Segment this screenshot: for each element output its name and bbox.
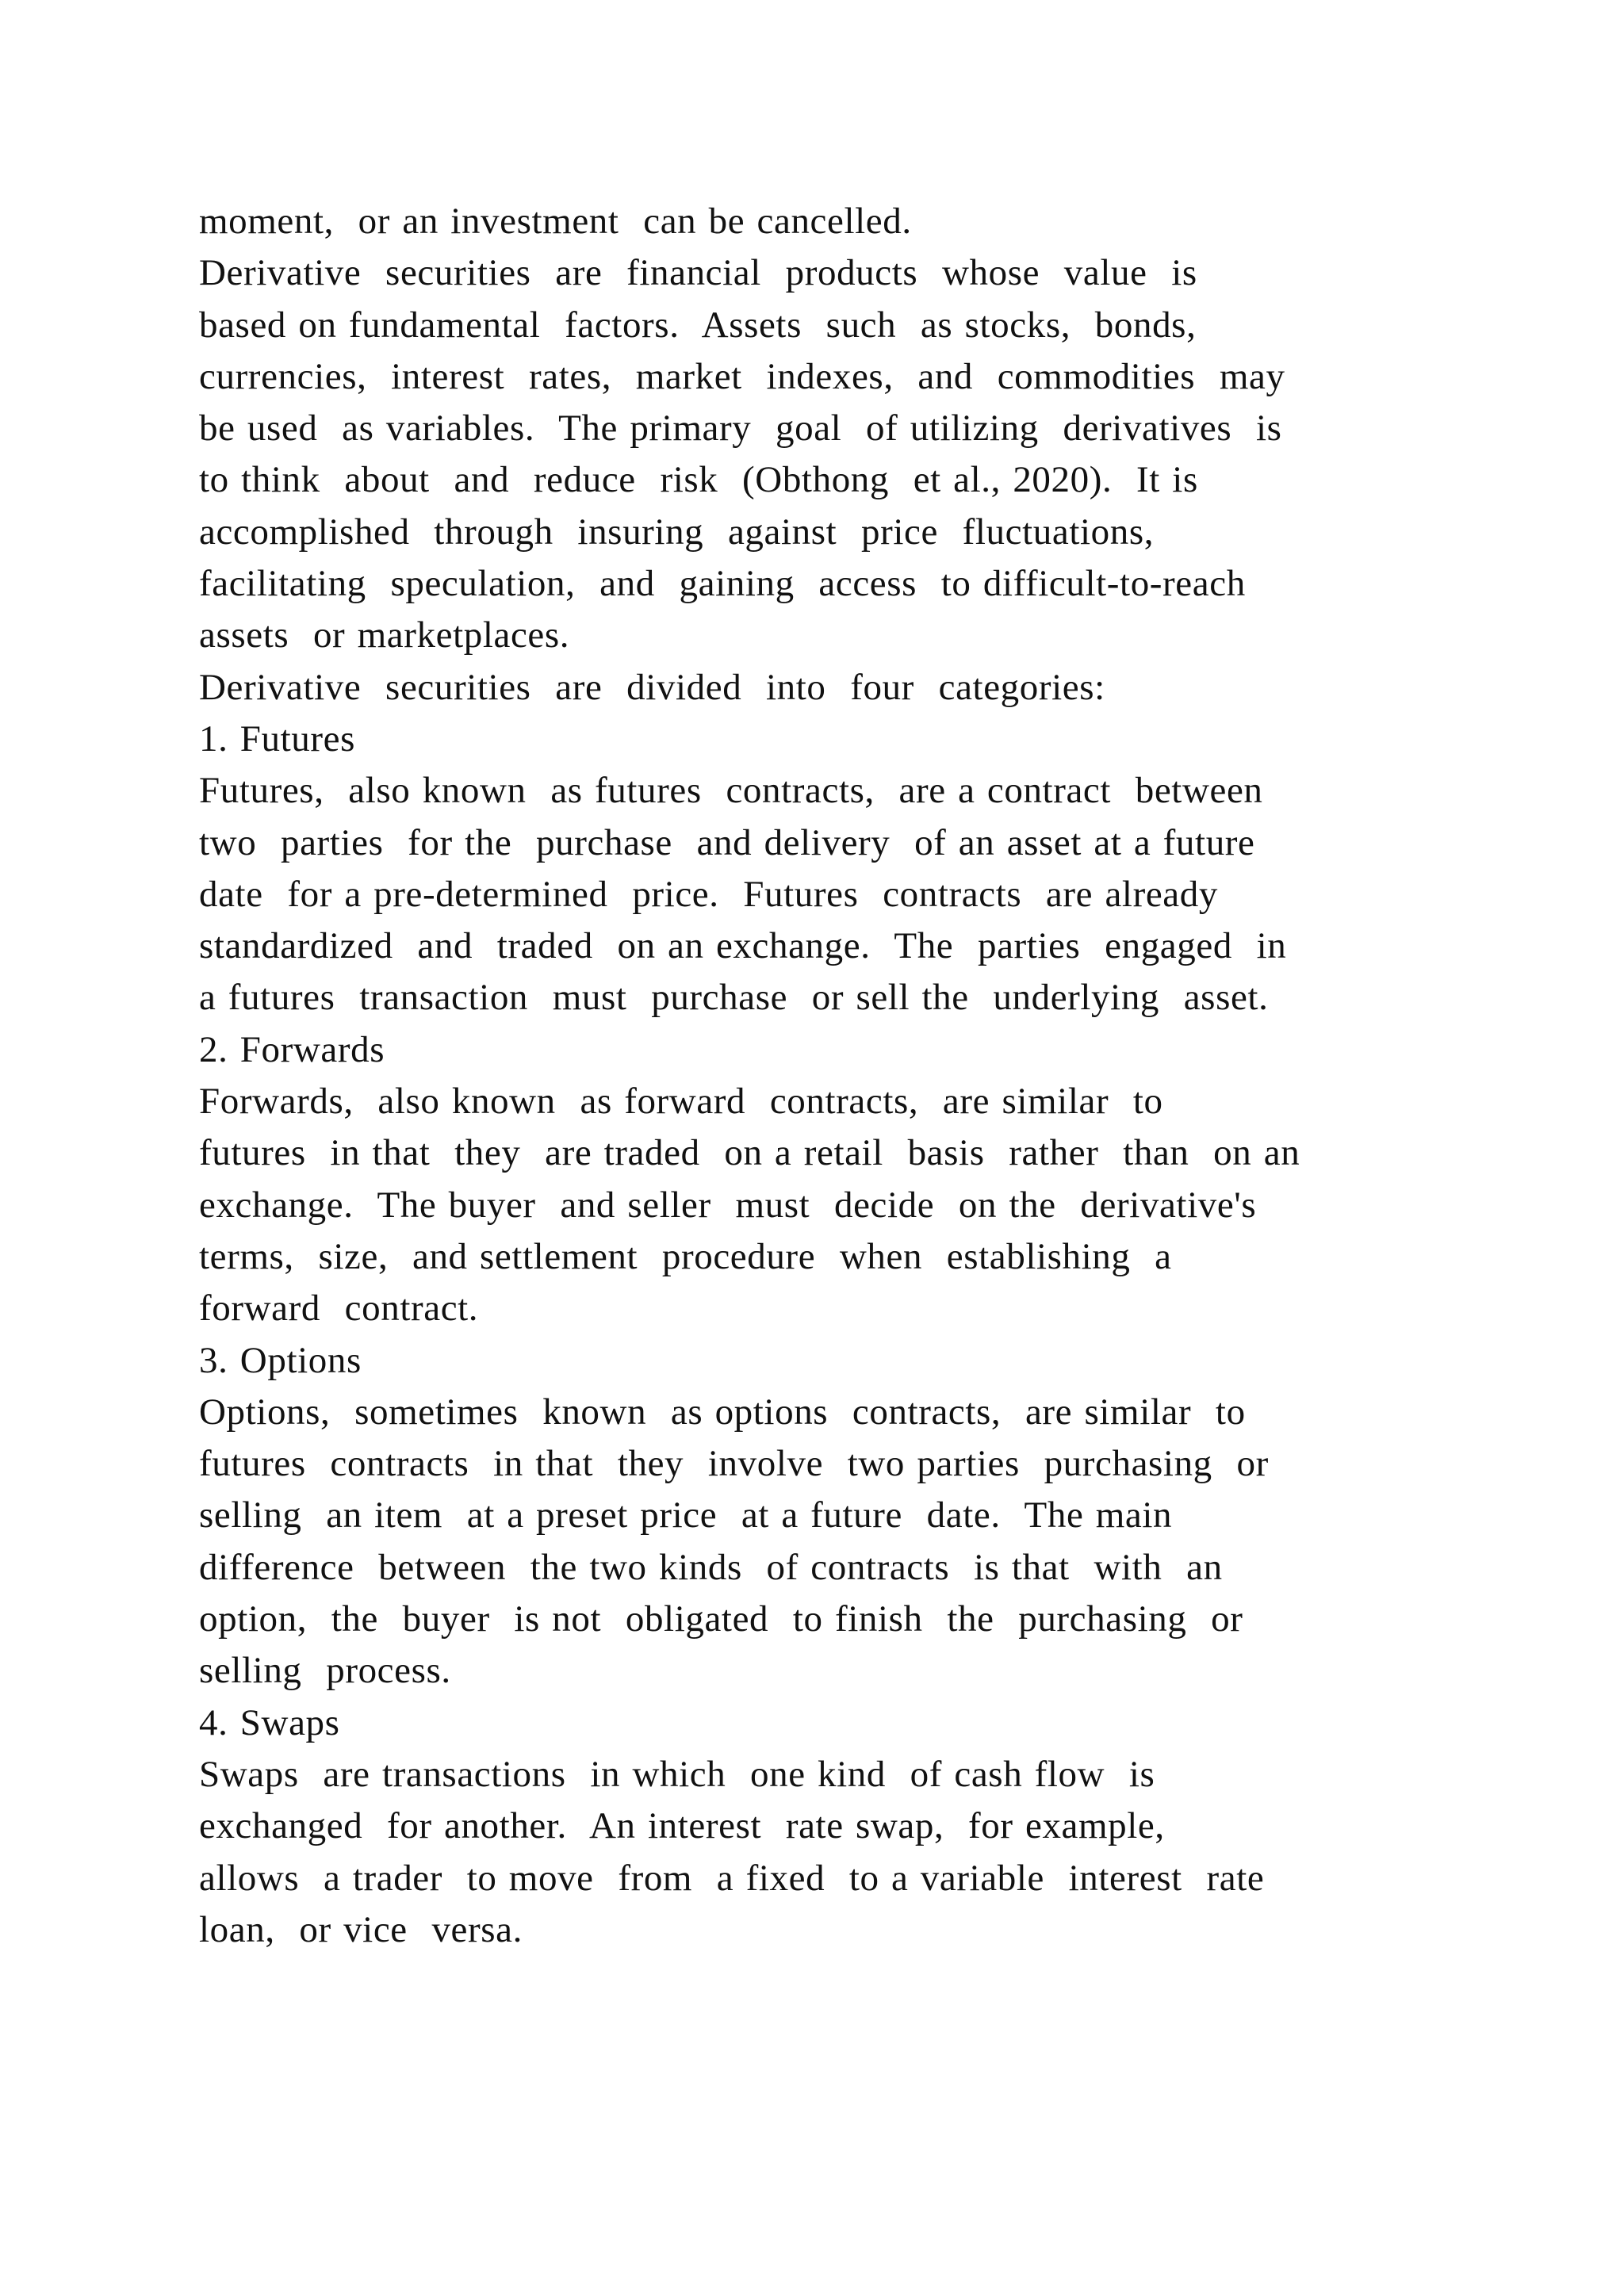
text-line: loan, or vice versa. — [199, 1908, 523, 1950]
section-heading-futures: 1. Futures — [199, 718, 355, 760]
section-heading-forwards: 2. Forwards — [199, 1028, 385, 1070]
text-line: currencies, interest rates, market indexes, and commodities may — [199, 355, 1285, 397]
text-line: standardized and traded on an exchange. The parties engaged in — [199, 925, 1287, 967]
text-line: moment, or an investment can be cancelled. — [199, 201, 912, 242]
text-line: option, the buyer is not obligated to finish the purchasing or — [199, 1598, 1243, 1640]
text-line: exchange. The buyer and seller must decide on the derivative's — [199, 1184, 1257, 1226]
text-line: Derivative securities are financial products whose value is — [199, 252, 1197, 294]
section-heading-swaps: 4. Swaps — [199, 1701, 340, 1743]
text-line: Forwards, also known as forward contracts, are similar to — [199, 1081, 1163, 1123]
text-line: accomplished through insuring against price fluctuations, — [199, 511, 1155, 553]
text-line: exchanged for another. An interest rate swap, for example, — [199, 1805, 1165, 1847]
text-line: Futures, also known as futures contracts, are a contract between — [199, 770, 1263, 812]
text-line: Swaps are transactions in which one kind of cash flow is — [199, 1753, 1155, 1795]
text-line: futures in that they are traded on a retail basis rather than on an — [199, 1132, 1300, 1174]
text-line: selling process. — [199, 1650, 451, 1692]
text-line: be used as variables. The primary goal of utilizing derivatives is — [199, 408, 1282, 450]
text-line: assets or marketplaces. — [199, 614, 570, 656]
text-line: based on fundamental factors. Assets such as stocks, bonds, — [199, 304, 1197, 346]
text-line: facilitating speculation, and gaining access to difficult-to-reach — [199, 563, 1246, 605]
text-line: Derivative securities are divided into four categories: — [199, 666, 1105, 708]
text-line: Options, sometimes known as options contracts, are similar to — [199, 1391, 1246, 1433]
text-line: two parties for the purchase and delivery of an asset at a future — [199, 821, 1255, 863]
text-line: futures contracts in that they involve two parties purchasing or — [199, 1443, 1269, 1485]
text-line: date for a pre-determined price. Futures contracts are already — [199, 873, 1218, 915]
text-line: terms, size, and settlement procedure when establishing a — [199, 1235, 1172, 1277]
text-line: selling an item at a preset price at a future date. The main — [199, 1494, 1173, 1536]
text-line: a futures transaction must purchase or sell the underlying asset. — [199, 977, 1269, 1019]
body-text — [199, 196, 1436, 1956]
text-line: difference between the two kinds of contracts is that with an — [199, 1546, 1223, 1588]
section-heading-options: 3. Options — [199, 1339, 362, 1381]
text-line: to think about and reduce risk (Obthong et al., 2020). It is — [199, 459, 1198, 501]
text-line: allows a trader to move from a fixed to a variable interest rate — [199, 1857, 1265, 1899]
text-line: forward contract. — [199, 1288, 479, 1330]
